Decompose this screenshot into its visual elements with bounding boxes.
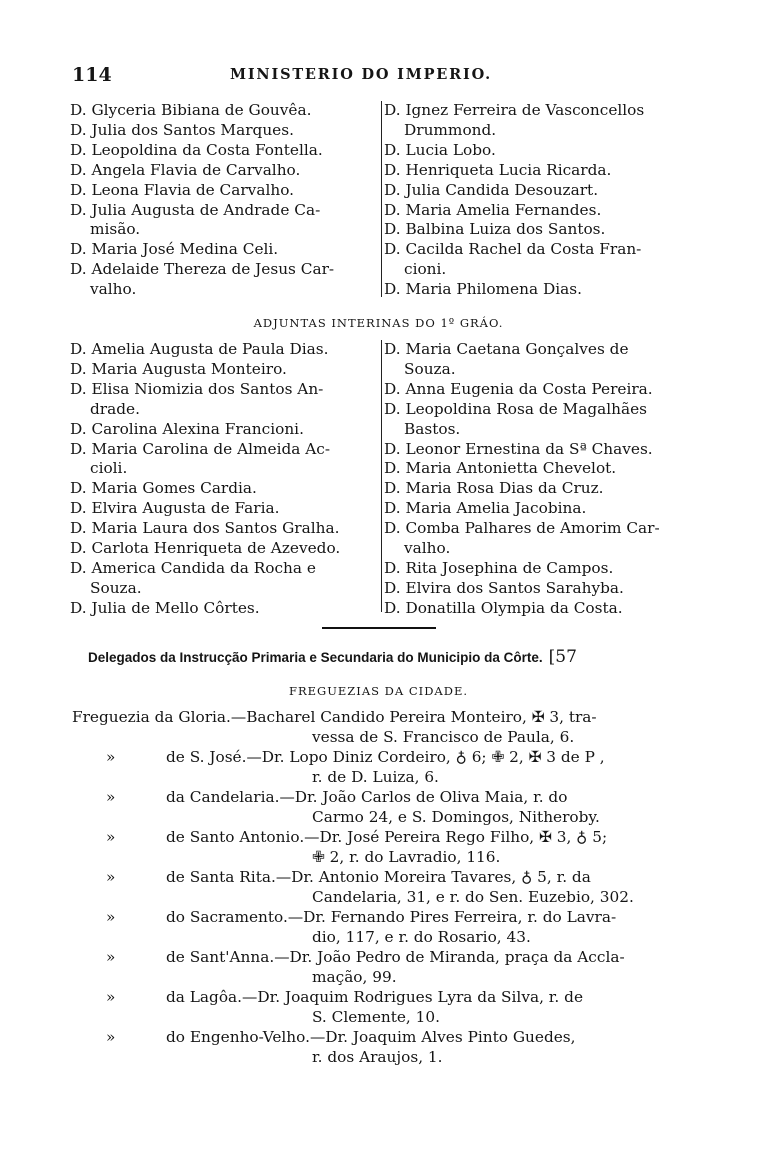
name-line: D. Elvira Augusta de Faria. (70, 499, 280, 518)
name-line: D. Maria José Medina Celi. (70, 240, 279, 259)
name-continuation: Drummond. (404, 120, 497, 139)
name-entry (384, 380, 684, 400)
name-entry (70, 121, 378, 141)
name-continuation: valho. (404, 539, 451, 558)
name-line: D. Maria Amelia Fernandes. (384, 200, 602, 219)
name-line: D. Carlota Henriqueta de Azevedo. (70, 539, 341, 558)
name-line: D. Anna Eugenia da Costa Pereira. (384, 379, 653, 398)
name-line: D. Lucia Lobo. (384, 140, 496, 159)
name-line: D. Maria Augusta Monteiro. (70, 359, 287, 378)
name-line: D. Amelia Augusta de Paula Dias. (70, 340, 329, 358)
name-entry (70, 181, 378, 201)
column-divider (381, 340, 382, 612)
parish-line: da Lagôa.—Dr. Joaquim Rodrigues Lyra da Silva, r. de (166, 988, 584, 1006)
name-entry (384, 240, 684, 280)
name-entry (384, 440, 684, 460)
parish-address: S. Clemente, 10. (312, 1008, 440, 1026)
name-line: D. Carolina Alexina Francioni. (70, 419, 304, 438)
parish-line: de S. José.—Dr. Lopo Diniz Cordeiro, ♁ 6; ✙ 2, ✠ 3 de P , (166, 748, 605, 766)
delegados-title: Delegados da Instrucção Primaria e Secundaria do Municipio da Côrte. (88, 650, 543, 665)
name-entry (70, 599, 378, 619)
name-line: D. Balbina Luiza dos Santos. (384, 220, 606, 239)
name-entry (384, 340, 684, 380)
name-line: D. Angela Flavia de Carvalho. (70, 160, 301, 179)
name-entry (384, 479, 684, 499)
section1-left-column (70, 101, 378, 300)
name-line: D. Julia dos Santos Marques. (70, 120, 294, 139)
name-entry (384, 141, 684, 161)
name-continuation: Souza. (90, 578, 142, 597)
name-line: D. Julia Candida Desouzart. (384, 180, 599, 199)
page-number: 114 (72, 64, 112, 86)
name-entry (70, 161, 378, 181)
name-line: D. Maria Amelia Jacobina. (384, 499, 587, 518)
name-line: D. Ignez Ferreira de Vasconcellos (384, 101, 645, 119)
name-line: D. Leopoldina da Costa Fontella. (70, 140, 323, 159)
name-entry (384, 400, 684, 440)
section2-right-column (384, 340, 684, 619)
delegados-heading (88, 647, 688, 667)
parish-address: r. de D. Luiza, 6. (312, 768, 439, 786)
name-entry (70, 499, 378, 519)
freguezias-subtitle: FREGUEZIAS DA CIDADE. (289, 684, 468, 698)
name-entry (70, 360, 378, 380)
parish-address: Carmo 24, e S. Domingos, Nitheroby. (312, 808, 600, 826)
parish-line: do Engenho-Velho.—Dr. Joaquim Alves Pinto Guedes, (166, 1028, 576, 1046)
parish-address: dio, 117, e r. do Rosario, 43. (312, 928, 531, 946)
parish-line: do Sacramento.—Dr. Fernando Pires Ferreira, r. do Lavra- (166, 908, 617, 926)
name-line: D. Donatilla Olympia da Costa. (384, 598, 623, 617)
name-line: D. Maria Laura dos Santos Gralha. (70, 519, 340, 538)
name-entry (70, 201, 378, 241)
name-entry (70, 101, 378, 121)
name-entry (70, 539, 378, 559)
parish-address: ✙ 2, r. do Lavradio, 116. (312, 848, 501, 866)
name-line: D. Maria Gomes Cardia. (70, 479, 257, 498)
name-continuation: drade. (90, 399, 140, 418)
name-line: D. Maria Antonietta Chevelot. (384, 459, 617, 478)
name-entry (384, 181, 684, 201)
name-continuation: misão. (90, 220, 141, 239)
parish-address: vessa de S. Francisco de Paula, 6. (312, 728, 575, 746)
name-entry (384, 101, 684, 141)
parish-list (72, 708, 682, 1068)
name-line: D. Elvira dos Santos Sarahyba. (384, 578, 624, 597)
parish-line: de Santa Rita.—Dr. Antonio Moreira Tavares, ♁ 5, r. da (166, 868, 591, 886)
ditto-mark: » (106, 828, 116, 846)
name-continuation: cioli. (90, 459, 128, 478)
name-line: D. Leopoldina Rosa de Magalhães (384, 399, 648, 418)
name-line: D. Adelaide Thereza de Jesus Car- (70, 260, 335, 279)
name-line: D. Cacilda Rachel da Costa Fran- (384, 240, 642, 259)
name-entry (70, 141, 378, 161)
name-line: D. Henriqueta Lucia Ricarda. (384, 160, 612, 179)
name-entry (384, 579, 684, 599)
running-title: MINISTERIO DO IMPERIO. (230, 66, 492, 83)
name-continuation: valho. (90, 280, 137, 299)
name-continuation: cioni. (404, 260, 447, 279)
name-continuation: Souza. (404, 359, 456, 378)
name-line: D. Maria Carolina de Almeida Ac- (70, 439, 331, 458)
section2-title: ADJUNTAS INTERINAS DO 1º GRÁO. (253, 316, 504, 330)
name-line: D. Maria Rosa Dias da Cruz. (384, 479, 604, 498)
name-entry (70, 440, 378, 480)
delegados-number: [57 (548, 647, 577, 667)
section2-left-column (70, 340, 378, 619)
section1-right-column (384, 101, 684, 300)
parish-line: de Santo Antonio.—Dr. José Pereira Rego Filho, ✠ 3, ♁ 5; (166, 828, 608, 846)
name-entry (70, 340, 378, 360)
name-line: D. Rita Josephina de Campos. (384, 558, 614, 577)
ditto-mark: » (106, 948, 116, 966)
name-line: D. Leona Flavia de Carvalho. (70, 180, 294, 199)
name-continuation: Bastos. (404, 419, 461, 438)
name-entry (70, 260, 378, 300)
running-header (72, 64, 678, 90)
section2-columns (70, 340, 682, 620)
name-line: D. Maria Philomena Dias. (384, 280, 582, 299)
name-entry (70, 519, 378, 539)
name-entry (384, 220, 684, 240)
section1-columns (70, 101, 682, 301)
name-entry (70, 240, 378, 260)
name-line: D. Julia Augusta de Andrade Ca- (70, 200, 321, 219)
name-entry (70, 420, 378, 440)
ditto-mark: » (106, 868, 116, 886)
name-line: D. Maria Caetana Gonçalves de (384, 340, 629, 358)
name-entry (384, 599, 684, 619)
name-entry (384, 161, 684, 181)
name-entry (384, 559, 684, 579)
name-entry (384, 459, 684, 479)
parish-address: Candelaria, 31, e r. do Sen. Euzebio, 302. (312, 888, 634, 906)
name-entry (70, 380, 378, 420)
name-line: D. America Candida da Rocha e (70, 558, 316, 577)
ditto-mark: » (106, 908, 116, 926)
name-line: D. Leonor Ernestina da Sª Chaves. (384, 439, 653, 458)
ditto-mark: » (106, 1028, 116, 1046)
ditto-mark: » (106, 988, 116, 1006)
name-line: D. Glyceria Bibiana de Gouvêa. (70, 101, 312, 119)
ditto-mark: » (106, 788, 116, 806)
name-entry (70, 479, 378, 499)
name-line: D. Julia de Mello Côrtes. (70, 598, 260, 617)
name-entry (384, 499, 684, 519)
parish-address: mação, 99. (312, 968, 397, 986)
name-line: D. Comba Palhares de Amorim Car- (384, 519, 660, 538)
parish-line: de Sant'Anna.—Dr. João Pedro de Miranda, praça da Accla- (166, 948, 625, 966)
ditto-mark: » (106, 748, 116, 766)
name-line: D. Elisa Niomizia dos Santos An- (70, 379, 324, 398)
name-entry (384, 280, 684, 300)
name-entry (384, 201, 684, 221)
section-divider-rule (322, 627, 436, 629)
column-divider (381, 101, 382, 297)
parish-address: r. dos Araujos, 1. (312, 1048, 443, 1066)
parish-line: Freguezia da Gloria.—Bacharel Candido Pereira Monteiro, ✠ 3, tra- (72, 708, 597, 726)
name-entry (70, 559, 378, 599)
parish-line: da Candelaria.—Dr. João Carlos de Oliva Maia, r. do (166, 788, 568, 806)
name-entry (384, 519, 684, 559)
